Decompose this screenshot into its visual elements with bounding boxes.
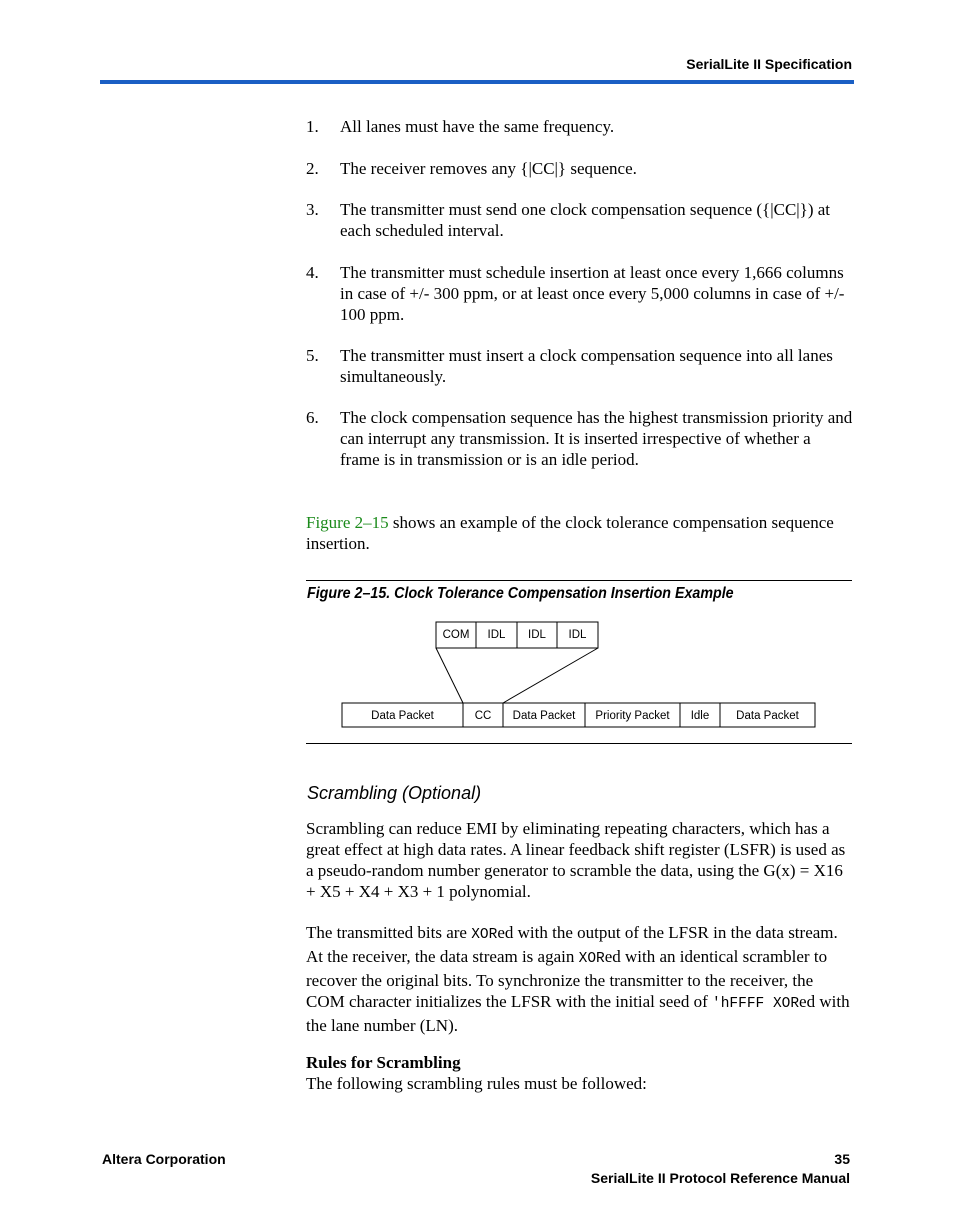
expansion-line-left: [436, 648, 463, 703]
top-cell-label: IDL: [487, 629, 506, 641]
scrambling-paragraph-2: [306, 922, 854, 1036]
list-number: 2.: [306, 159, 319, 178]
footer-manual-title: SerialLite II Protocol Reference Manual: [590, 1170, 850, 1186]
code-xor: XOR: [471, 927, 498, 943]
list-number: 6.: [306, 408, 319, 427]
text-run: ed with the lane number (LN).: [306, 992, 850, 1035]
list-number: 1.: [306, 117, 319, 136]
bottom-cell-label: Data Packet: [512, 710, 576, 722]
text-run: ed with an identical scrambler to recover the original bits. To synchronize the transmitter to the receiver, the COM character initializes the LFSR with the initial seed of: [306, 947, 828, 1011]
rules-intro: The following scrambling rules must be followed:: [306, 1074, 647, 1093]
bottom-sequence: [342, 703, 815, 727]
list-text: The transmitter must schedule insertion at least once every 1,666 columns in case of +/- 300 ppm, or at least once every 5,000 columns in case of +/- 100 ppm.: [340, 263, 845, 324]
list-text: The receiver removes any {|CC|} sequence.: [340, 159, 637, 178]
code-xor: XOR: [578, 951, 605, 967]
scrambling-paragraph-1: Scrambling can reduce EMI by eliminating repeating characters, which has a great effect at high data rates. A linear feedback shift register (LSFR) is used as a pseudo-random number generator to scramble the data, using the G(x) = X16 + X5 + X4 + X3 + 1 polynomial.: [306, 819, 846, 901]
top-cell-label: COM: [442, 629, 470, 641]
footer-page-number: 35: [834, 1151, 850, 1167]
section-heading: Scrambling (Optional): [307, 783, 482, 803]
footer-company: Altera Corporation: [102, 1151, 226, 1167]
list-number: 4.: [306, 263, 319, 282]
list-text: The clock compensation sequence has the highest transmission priority and can interrupt any transmission. It is inserted irrespective of whether a frame is in transmission or is an idle period.: [340, 408, 853, 469]
top-cell-label: IDL: [568, 629, 587, 641]
bottom-cell-label: Data Packet: [736, 710, 799, 722]
list-number: 3.: [306, 200, 319, 219]
list-text: The transmitter must insert a clock compensation sequence into all lanes simultaneously.: [340, 346, 833, 386]
figure-caption: Figure 2–15. Clock Tolerance Compensation Insertion Example: [307, 585, 734, 602]
list-text: The transmitter must send one clock compensation sequence ({|CC|}) at each scheduled interval.: [340, 200, 831, 240]
bottom-cell-label: Data Packet: [371, 710, 434, 722]
text-run: The transmitted bits are: [306, 923, 472, 942]
figure-bottom-rule: [306, 743, 852, 744]
expansion-line-right: [503, 648, 598, 703]
code-seed: 'hFFFF XOR: [712, 996, 800, 1012]
top-sequence: [436, 622, 598, 648]
list-text: All lanes must have the same frequency.: [340, 117, 615, 136]
bottom-cell-label: Idle: [690, 710, 710, 722]
list-number: 5.: [306, 346, 319, 365]
top-cell-label: IDL: [528, 629, 546, 641]
figure-link[interactable]: Figure 2–15: [306, 513, 389, 532]
figure-reference-text: shows an example of the clock tolerance compensation sequence insertion.: [306, 513, 834, 553]
rules-heading: Rules for Scrambling: [306, 1053, 461, 1072]
bottom-cell-label: CC: [474, 710, 492, 722]
text-run: ed with the output of the LFSR in the data stream. At the receiver, the data stream is again: [306, 923, 838, 966]
running-header-title: SerialLite II Specification: [686, 56, 852, 72]
bottom-cell-label: Priority Packet: [595, 710, 670, 722]
